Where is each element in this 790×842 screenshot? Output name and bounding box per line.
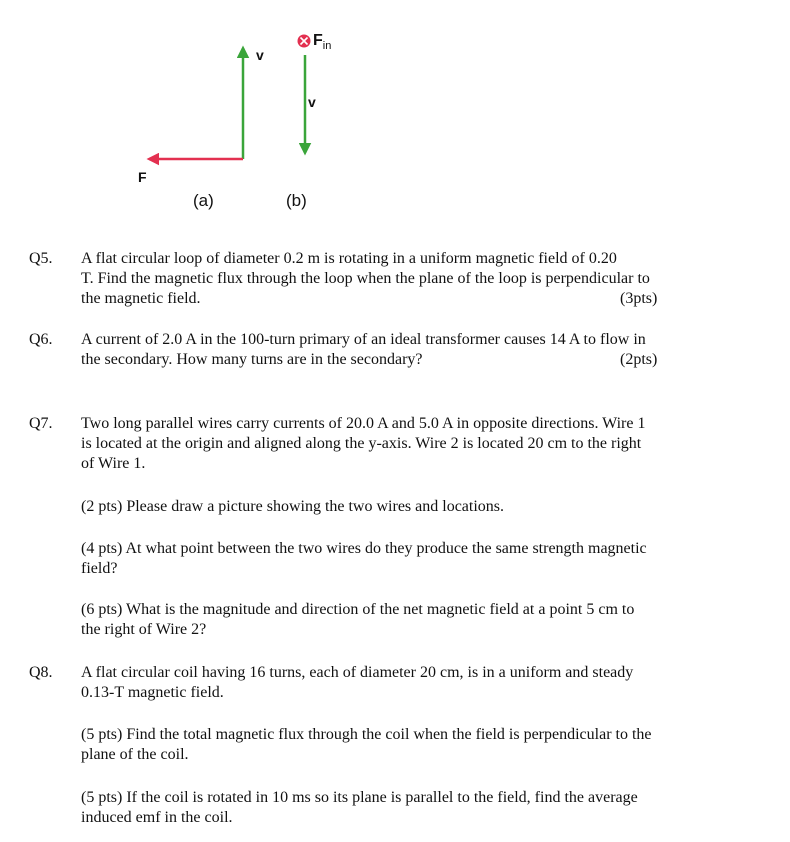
velocity-label-b: v xyxy=(308,94,316,110)
question-8-part-1 xyxy=(81,725,741,765)
caption-b: (b) xyxy=(286,191,307,210)
question-8-part-2 xyxy=(81,788,741,828)
question-line: the right of Wire 2? xyxy=(81,621,207,638)
into-page-icon xyxy=(298,35,311,48)
points-value: (3pts) xyxy=(620,290,658,307)
question-line: of Wire 1. xyxy=(81,455,146,472)
question-line: (2 pts) Please draw a picture showing the two wires and locations. xyxy=(81,498,505,515)
question-line: A flat circular coil having 16 turns, each of diameter 20 cm, is in a uniform and steady xyxy=(81,664,634,681)
force-label-b xyxy=(313,32,331,52)
caption-a: (a) xyxy=(193,191,214,210)
force-label-b-letter: F xyxy=(313,32,323,49)
question-line: (5 pts) If the coil is rotated in 10 ms so its plane is parallel to the field, find the average xyxy=(81,789,638,806)
question-line: A current of 2.0 A in the 100-turn primary of an ideal transformer causes 14 A to flow in xyxy=(81,331,646,348)
question-text xyxy=(81,663,741,703)
question-line: A flat circular loop of diameter 0.2 m is rotating in a uniform magnetic field of 0.20 xyxy=(81,250,617,267)
question-line: 0.13-T magnetic field. xyxy=(81,684,224,701)
velocity-label-a: v xyxy=(256,47,264,63)
question-number: Q7. xyxy=(29,415,53,432)
question-line: the secondary. How many turns are in the secondary? xyxy=(81,351,423,368)
question-5 xyxy=(29,249,749,311)
question-number: Q5. xyxy=(29,250,53,267)
question-7-part-3 xyxy=(81,600,741,640)
question-number: Q6. xyxy=(29,331,53,348)
question-line: is located at the origin and aligned along the y-axis. Wire 2 is located 20 cm to the right xyxy=(81,435,642,452)
question-line: plane of the coil. xyxy=(81,746,189,763)
question-7-part-1 xyxy=(81,497,741,517)
question-line: (4 pts) At what point between the two wires do they produce the same strength magnetic xyxy=(81,540,647,557)
question-line: induced emf in the coil. xyxy=(81,809,233,826)
question-line: Two long parallel wires carry currents of 20.0 A and 5.0 A in opposite directions. Wire 1 xyxy=(81,415,646,432)
force-label-b-subscript: in xyxy=(322,40,332,52)
question-number: Q8. xyxy=(29,664,53,681)
physics-figure xyxy=(0,0,790,230)
force-label-a: F xyxy=(138,169,147,185)
points-value: (2pts) xyxy=(620,351,658,368)
question-7-part-2 xyxy=(81,539,741,579)
question-8 xyxy=(29,663,749,705)
question-line: (6 pts) What is the magnitude and direction of the net magnetic field at a point 5 cm to xyxy=(81,601,635,618)
question-line: T. Find the magnetic flux through the loop when the plane of the loop is perpendicular to xyxy=(81,270,650,287)
question-line: field? xyxy=(81,560,118,577)
question-line: the magnetic field. xyxy=(81,290,201,307)
figure-drawing xyxy=(0,0,790,230)
question-text xyxy=(81,414,741,474)
question-line: (5 pts) Find the total magnetic flux through the coil when the field is perpendicular to the xyxy=(81,726,652,743)
question-6 xyxy=(29,330,749,372)
question-7 xyxy=(29,414,749,476)
